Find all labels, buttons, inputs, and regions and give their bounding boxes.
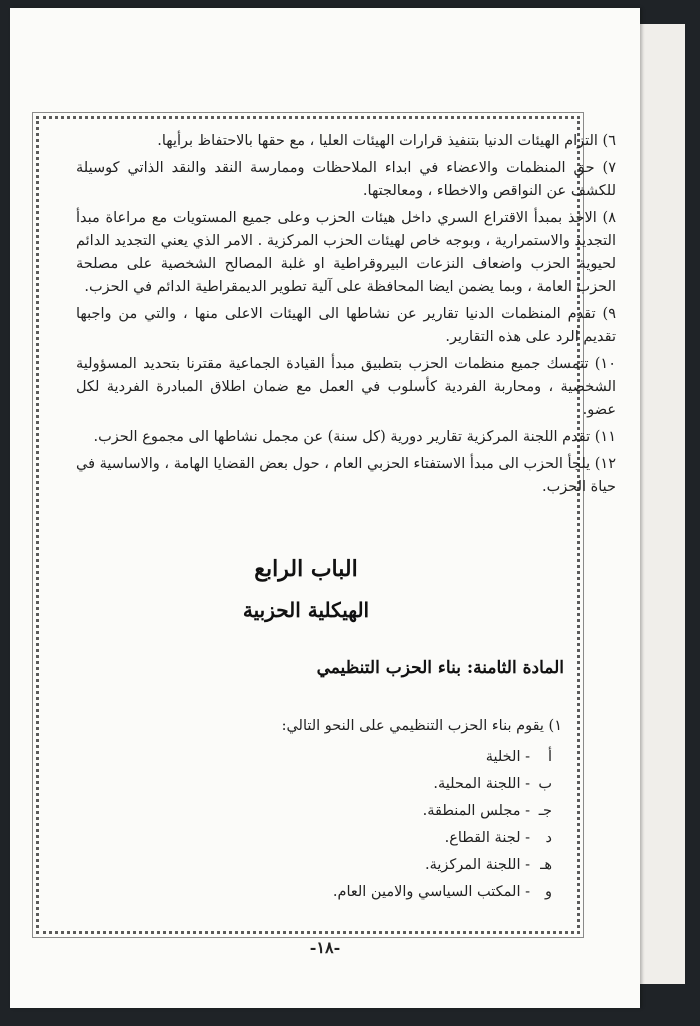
list-text: - مجلس المنطقة. [422, 803, 530, 819]
list-item [333, 798, 552, 825]
paragraph-8: ٨) الاخذ بمبدأ الاقتراع السري داخل هيئات الحزب وعلى جميع المستويات مع مراعاة مبدأ التجديد والاستمرارية ، وبوجه خاص لهيئات الحزب المركزية . الامر الذي يعني التجديد الدائم لحيوية الحزب واضعاف النزعات البيروقراطية او غلبة المصالح الشخصية على مصلحة الحزب العامة ، وبما يضمن ايضا المحافظة على آلية تطوير الديمقراطية الدائم في الحزب. [76, 210, 616, 295]
list-letter: و [544, 884, 552, 900]
list-item [333, 771, 552, 798]
list-item [333, 825, 552, 852]
list-letter: أ [547, 749, 552, 765]
paragraph-7: ٧) حق المنظمات والاعضاء في ابداء الملاحظات وممارسة النقد والنقد الذاتي كوسيلة للكشف عن النواقص والاخطاء ، ومعالجتها. [76, 160, 616, 199]
list-letter: جـ [538, 803, 552, 819]
article-intro: ١) يقوم بناء الحزب التنظيمي على النحو التالي: [281, 718, 562, 734]
list-item [333, 852, 552, 879]
list-text: - اللجنة المحلية. [433, 776, 530, 792]
paragraphs-block [76, 130, 616, 503]
list-text: - الخلية [485, 749, 530, 765]
list-item [333, 879, 552, 906]
article-heading: المادة الثامنة: بناء الحزب التنظيمي [316, 658, 564, 678]
list-text: - المكتب السياسي والامين العام. [332, 884, 530, 900]
paragraph-10: ١٠) تتمسك جميع منظمات الحزب بتطبيق مبدأ القيادة الجماعية مقترنا بتحديد المسؤولية الشخصية ، ومحاربة الفردية كأسلوب في العمل مع ضمان اطلاق المبادرة الفردية لكل عضو. [76, 356, 616, 418]
paragraph-11: ١١) تقدم اللجنة المركزية تقارير دورية (كل سنة) عن مجمل نشاطها الى مجموع الحزب. [93, 429, 616, 445]
list-item [333, 744, 552, 771]
list-text: - لجنة القطاع. [444, 830, 530, 846]
list-letter: هـ [540, 857, 552, 873]
page-number: -١٨- [309, 938, 341, 957]
chapter-subtitle: الهيكلية الحزبية [242, 598, 370, 622]
list-text: - اللجنة المركزية. [424, 857, 530, 873]
paragraph-12: ١٢) يلجأ الحزب الى مبدأ الاستفتاء الحزبي العام ، حول بعض القضايا الهامة ، والاساسية في حياة الحزب. [76, 456, 616, 495]
document-page [10, 8, 640, 1008]
list-letter: د [545, 830, 552, 846]
chapter-title: الباب الرابع [254, 556, 358, 582]
structure-list [333, 744, 552, 906]
paragraph-9: ٩) تقدم المنظمات الدنيا تقارير عن نشاطها الى الهيئات الاعلى منها ، والتي من واجبها تقديم الرد على هذه التقارير. [76, 306, 616, 345]
paragraph-6: ٦) التزام الهيئات الدنيا بتنفيذ قرارات الهيئات العليا ، مع حقها بالاحتفاظ برأيها. [157, 133, 616, 149]
list-letter: ب [538, 776, 552, 792]
